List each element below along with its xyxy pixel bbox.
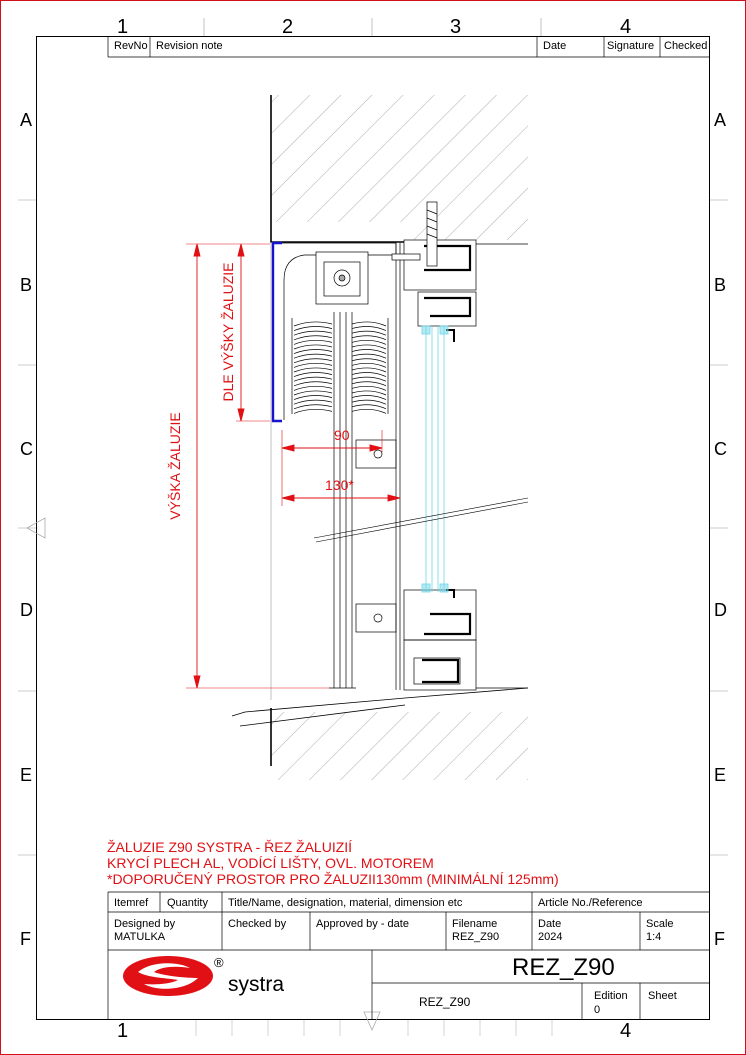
zone-row-e-left: E (20, 765, 33, 785)
tb-checked-by-label: Checked by (228, 918, 287, 930)
tb-itemref: Itemref (114, 897, 149, 909)
zone-col-1-top: 1 (117, 16, 129, 38)
wall-hatch-top (271, 95, 528, 242)
tb-designed-by-label: Designed by (114, 918, 176, 930)
note-line-1: ŽALUZIE Z90 SYSTRA - ŘEZ ŽALUIZIÍ (107, 839, 353, 855)
tb-edition-label: Edition (594, 990, 628, 1002)
logo-text: systra (228, 973, 285, 996)
rev-header-signature: Signature (607, 40, 655, 52)
zone-col-4-bottom: 4 (620, 1020, 632, 1042)
tb-article: Article No./Reference (538, 897, 643, 909)
zone-col-3-top: 3 (450, 16, 462, 38)
cover-plate (273, 243, 282, 421)
tb-edition-value: 0 (594, 1004, 601, 1016)
zone-row-b-left: B (20, 275, 33, 295)
zone-col-4-top: 4 (620, 16, 632, 38)
tb-filename-value: REZ_Z90 (452, 931, 500, 943)
zone-row-f-left: F (20, 929, 31, 949)
zone-row-f-right: F (714, 929, 725, 949)
rev-header-revno: RevNo (114, 40, 148, 52)
zone-row-d-right: D (714, 600, 727, 620)
wall-hatch-bottom (232, 688, 528, 780)
zone-row-d-left: D (20, 600, 33, 620)
zone-row-a-right: A (714, 110, 727, 130)
systra-logo-mark (123, 956, 213, 996)
tb-scale-label: Scale (646, 918, 674, 930)
drawing-title: REZ_Z90 (512, 954, 615, 981)
logo-registered-mark: ® (214, 955, 224, 970)
tb-drawing-name: REZ_Z90 (419, 995, 471, 1009)
dim-height-label: VÝŠKA ŽALUZIE (167, 412, 183, 520)
zone-col-1-bottom: 1 (117, 1020, 129, 1042)
tb-filename-label: Filename (452, 918, 498, 930)
zone-row-a-left: A (20, 110, 33, 130)
glazing (422, 326, 448, 592)
rev-header-checked: Checked (664, 40, 708, 52)
zone-row-e-right: E (714, 765, 727, 785)
tb-quantity: Quantity (167, 897, 208, 909)
tb-approved-by-label: Approved by - date (316, 918, 409, 930)
bottom-ruler (196, 1020, 552, 1036)
zone-col-2-top: 2 (282, 16, 294, 38)
tb-designed-by-value: MATULKA (114, 931, 166, 943)
dim-width-130: 130* (325, 477, 354, 493)
tb-sheet-label: Sheet (648, 990, 677, 1002)
zone-row-b-right: B (714, 275, 727, 295)
window-frame (396, 240, 528, 690)
zone-row-c-left: C (20, 439, 33, 459)
tb-title-name: Title/Name, designation, material, dimension etc (228, 897, 463, 909)
tb-date-label: Date (538, 918, 562, 930)
zone-row-c-right: C (714, 439, 727, 459)
dim-width-90: 90 (334, 427, 350, 443)
note-line-2: KRYCÍ PLECH AL, VODÍCÍ LIŠTY, OVL. MOTOREM (107, 855, 434, 871)
rev-header-note: Revision note (156, 40, 223, 52)
note-line-3: *DOPORUČENÝ PROSTOR PRO ŽALUZII130mm (MINIMÁLNÍ 125mm) (107, 871, 559, 887)
dim-box-label: DLE VÝŠKY ŽALUZIE (220, 262, 236, 402)
rev-header-date: Date (543, 40, 567, 52)
tb-scale-value: 1:4 (646, 931, 662, 943)
tb-date-value: 2024 (538, 931, 563, 943)
